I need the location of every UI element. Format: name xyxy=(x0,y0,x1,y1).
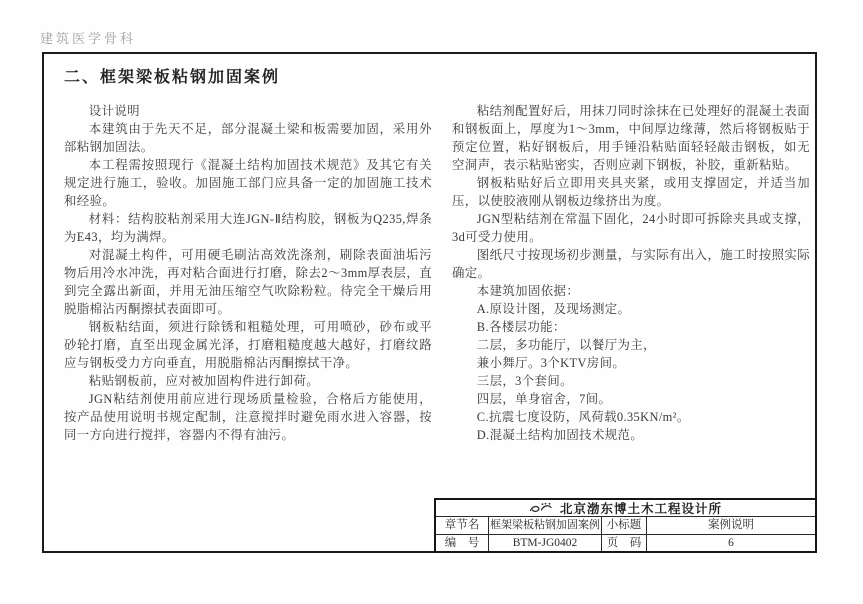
title-block-header xyxy=(436,500,815,517)
paragraph: 钢板粘贴好后立即用夹具夹紧，或用支撑固定，并适当加压，以使胶液刚从钢板边缘挤出为度。 xyxy=(452,176,810,208)
paragraph: A.原设计图，及现场测定。 xyxy=(476,302,631,316)
titleblock-value-subtitle: 案例说明 xyxy=(646,517,815,534)
paragraph: JGN粘结剂使用前应进行现场质量检验，合格后方能使用，按产品使用说明书规定配制，注意搅拌时避免雨水进入容器，按同一方向进行搅拌，容器内不得有油污。 xyxy=(64,392,432,442)
titleblock-value-chapter: 框架梁板粘钢加固案例 xyxy=(488,517,601,534)
title-block-grid xyxy=(436,517,815,551)
left-column xyxy=(64,102,432,444)
page-border-frame xyxy=(42,52,817,553)
paragraph: 本建筑由于先天不足，部分混凝土梁和板需要加固，采用外部粘钢加固法。 xyxy=(64,122,432,154)
paragraph: 设计说明 xyxy=(88,104,140,118)
paragraph: 三层，3个套间。 xyxy=(476,374,573,388)
titleblock-label-chapter: 章节名 xyxy=(444,519,480,531)
paragraph: D.混凝土结构加固技术规范。 xyxy=(476,428,644,442)
titleblock-value-page: 6 xyxy=(646,534,815,551)
company-logo-icon xyxy=(529,502,553,514)
company-name: 北京渤东博土木工程设计所 xyxy=(559,502,722,516)
paragraph: 材料：结构胶粘剂采用大连JGN-Ⅱ结构胶，钢板为Q235,焊条为E43，均为满焊。 xyxy=(64,212,432,244)
titleblock-label-page: 页 码 xyxy=(601,534,646,551)
titleblock-label-number: 编 号 xyxy=(436,534,488,551)
paragraph: 粘贴钢板前，应对被加固构件进行卸荷。 xyxy=(88,374,320,388)
paragraph: C.抗震七度设防，风荷载0.35KN/m²。 xyxy=(476,410,690,424)
paragraph: 兼小舞厅。3个KTV房间。 xyxy=(476,356,626,370)
watermark-text: 建筑医学骨科 xyxy=(40,31,137,46)
paragraph: 本建筑加固依据： xyxy=(476,284,580,298)
paragraph: 粘结剂配置好后，用抹刀同时涂抹在已处理好的混凝土表面和钢板面上，厚度为1～3mm，中间厚边缘薄，然后将钢板贴于预定位置，粘好钢板后，用手锤沿粘贴面轻轻敲击钢板，如无空洞声，表示粘贴密实，否则应剥下钢板，补胶，重新粘贴。 xyxy=(452,104,810,172)
title-block xyxy=(434,498,817,553)
paragraph: JGN型粘结剂在常温下固化，24小时即可拆除夹具或支撑，3d可受力使用。 xyxy=(452,212,810,244)
titleblock-value-number: BTM-JG0402 xyxy=(488,534,601,551)
paragraph: 二层，多功能厅，以餐厅为主， xyxy=(476,338,656,352)
paragraph: 本工程需按照现行《混凝土结构加固技术规范》及其它有关规定进行施工，验收。加固施工部门应具备一定的加固施工技术和经验。 xyxy=(64,158,432,208)
paragraph: 钢板粘结面，须进行除锈和粗糙处理，可用喷砂，砂布或平砂轮打磨，直至出现金属光泽，打磨粗糙度越大越好，打磨纹路应与钢板受力方向垂直，用脱脂棉沾丙酮擦拭干净。 xyxy=(64,320,432,370)
paragraph: 对混凝土构件，可用硬毛刷沾高效洗涤剂，刷除表面油垢污物后用冷水冲洗，再对粘合面进行打磨，除去2～3mm厚表层，直到完全露出新面，并用无油压缩空气吹除粉粒。待完全干燥后用脱脂棉沾丙酮擦拭表面即可。 xyxy=(64,248,432,316)
right-column xyxy=(452,102,810,444)
paragraph: 图纸尺寸按现场初步测量，与实际有出入，施工时按照实际确定。 xyxy=(452,248,810,280)
page-title: 二、框架梁板粘钢加固案例 xyxy=(64,69,281,86)
titleblock-label-subtitle: 小标题 xyxy=(601,517,646,534)
paragraph: B.各楼层功能： xyxy=(476,320,566,334)
paragraph: 四层，单身宿舍，7间。 xyxy=(476,392,612,406)
